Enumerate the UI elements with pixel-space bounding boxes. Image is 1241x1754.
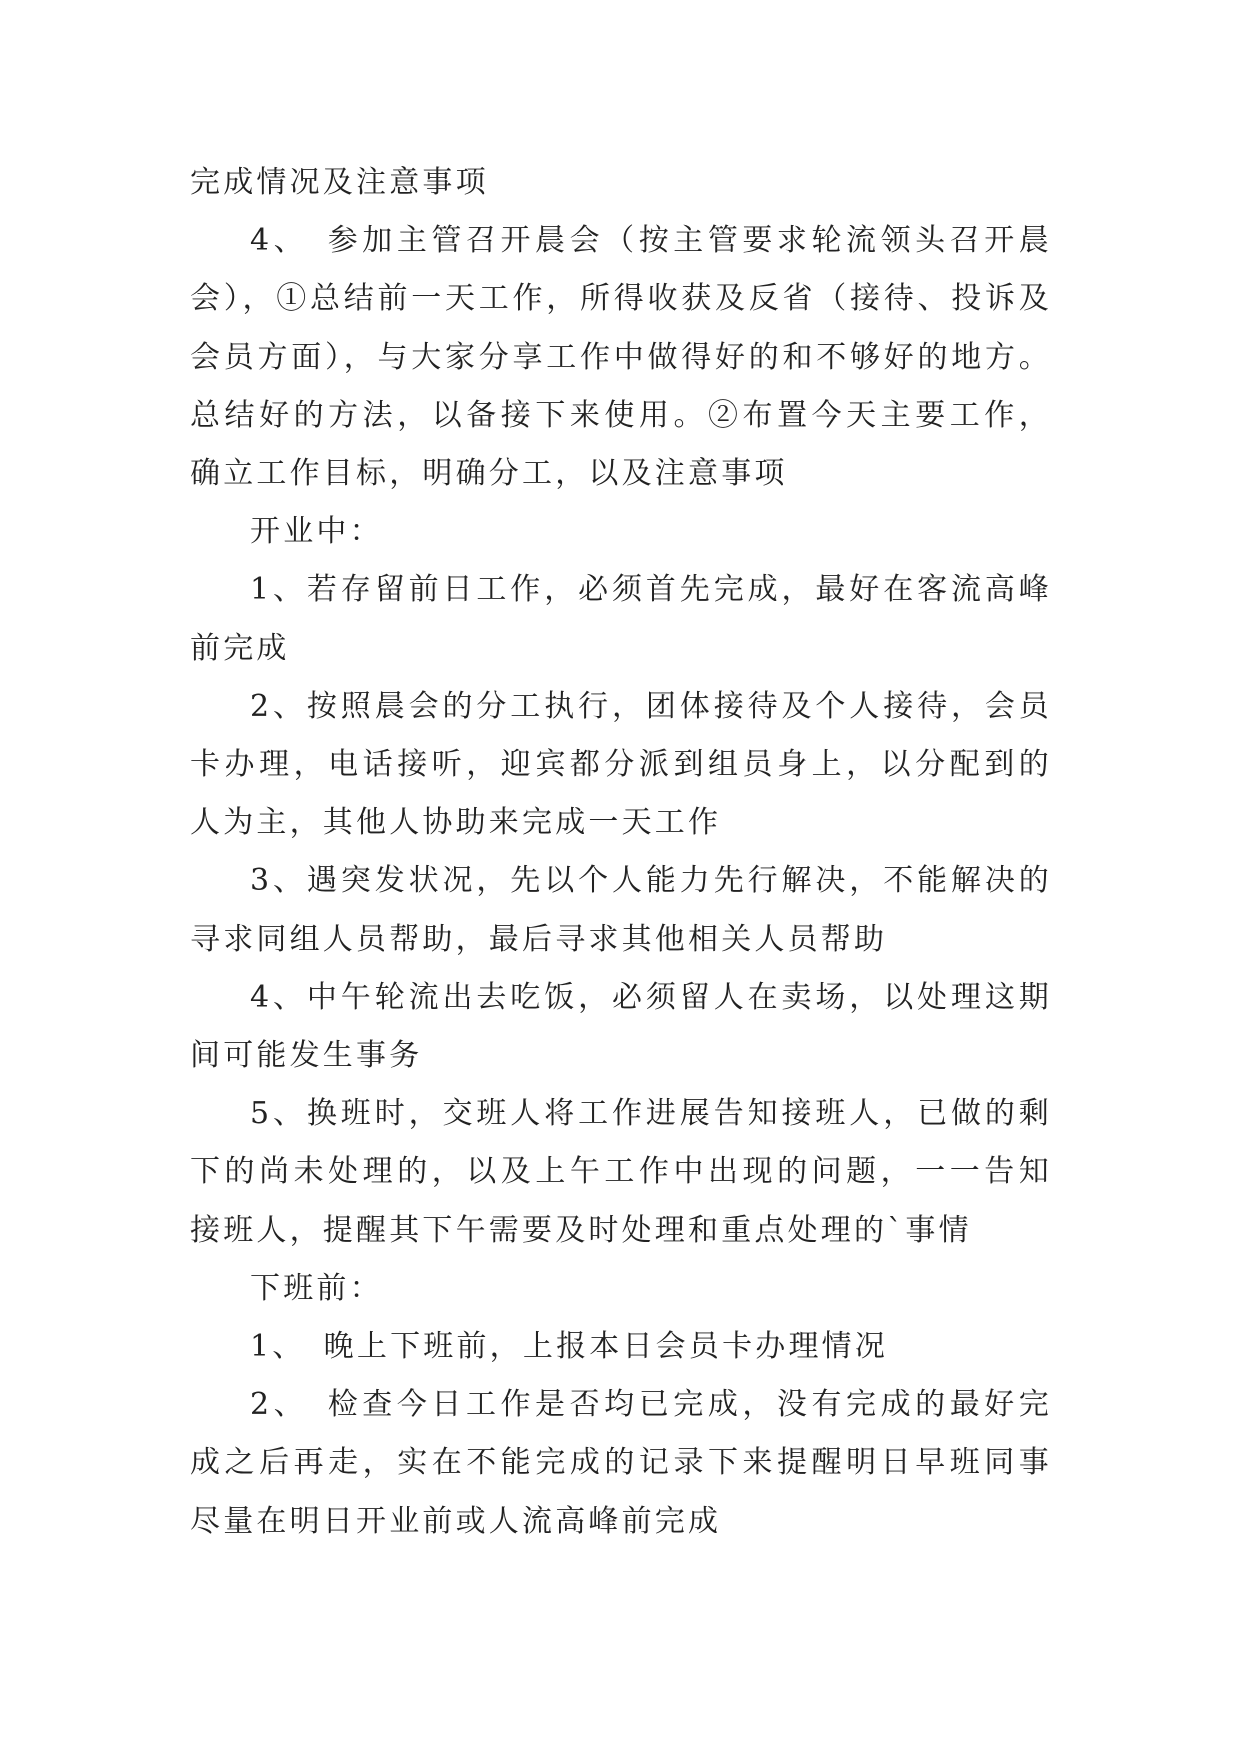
section-heading-opening: 开业中： [250, 514, 383, 550]
paragraph-11: 2、 检查今日工作是否均已完成，没有完成的最好完成之后再走，实在不能完成的记录下来提醒明日早班同事尽量在明日开业前或人流高峰前完成 [190, 1387, 1052, 1539]
paragraph-7: 4、中午轮流出去吃饭，必须留人在卖场，以处理这期间可能发生事务 [190, 979, 1052, 1074]
paragraph-6: 3、遇突发状况，先以个人能力先行解决，不能解决的寻求同组人员帮助，最后寻求其他相关人员帮助 [190, 863, 1052, 957]
section-heading-closing: 下班前： [250, 1270, 383, 1306]
paragraph-10: 1、 晚上下班前，上报本日会员卡办理情况 [250, 1329, 889, 1365]
paragraph-1: 完成情况及注意事项 [190, 165, 489, 200]
paragraph-2: 4、 参加主管召开晨会（按主管要求轮流领头召开晨会），①总结前一天工作，所得收获及反省（接待、投诉及会员方面），与大家分享工作中做得好的和不够好的地方。总结好的方法，以备接下来使用。②布置今天主要工作，确立工作目标，明确分工，以及注意事项 [190, 223, 1052, 492]
paragraph-5: 2、按照晨会的分工执行，团体接待及个人接待，会员卡办理，电话接听，迎宾都分派到组员身上，以分配到的人为主，其他人协助来完成一天工作 [190, 688, 1052, 841]
document-body [190, 154, 1052, 1551]
paragraph-4: 1、若存留前日工作，必须首先完成，最好在客流高峰前完成 [190, 572, 1052, 666]
paragraph-8: 5、换班时，交班人将工作进展告知接班人，已做的剩下的尚未处理的，以及上午工作中出现的问题，一一告知接班人，提醒其下午需要及时处理和重点处理的`事情 [190, 1096, 1052, 1248]
